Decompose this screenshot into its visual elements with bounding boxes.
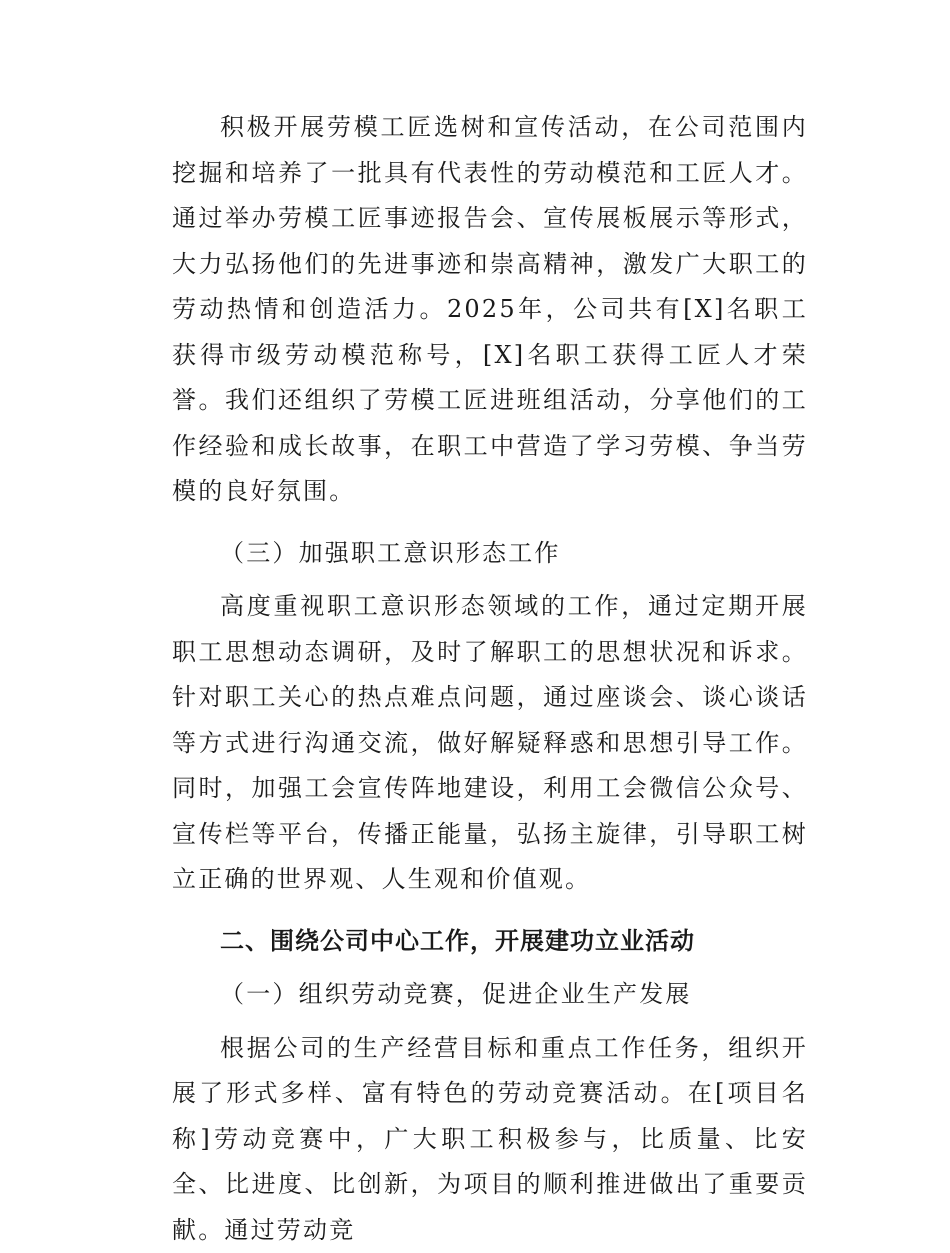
subheading-labor-competition: （一）组织劳动竞赛，促进企业生产发展 xyxy=(172,964,808,1026)
document-body xyxy=(172,105,808,1253)
paragraph-labor-competition: 根据公司的生产经营目标和重点工作任务，组织开展了形式多样、富有特色的劳动竞赛活动。在[项目名称]劳动竞赛中，广大职工积极参与，比质量、比安全、比进度、比创新，为项目的顺利推进做出了重要贡献。通过劳动竞 xyxy=(172,1026,808,1253)
paragraph-model-workers: 积极开展劳模工匠选树和宣传活动，在公司范围内挖掘和培养了一批具有代表性的劳动模范和工匠人才。通过举办劳模工匠事迹报告会、宣传展板展示等形式，大力弘扬他们的先进事迹和崇高精神，激发广大职工的劳动热情和创造活力。2025年，公司共有[X]名职工获得市级劳动模范称号，[X]名职工获得工匠人才荣誉。我们还组织了劳模工匠进班组活动，分享他们的工作经验和成长故事，在职工中营造了学习劳模、争当劳模的良好氛围。 xyxy=(172,105,808,515)
section-heading-achievement-activities: 二、围绕公司中心工作，开展建功立业活动 xyxy=(172,911,808,965)
paragraph-ideology: 高度重视职工意识形态领域的工作，通过定期开展职工思想动态调研，及时了解职工的思想状况和诉求。针对职工关心的热点难点问题，通过座谈会、谈心谈话等方式进行沟通交流，做好解疑释惑和思想引导工作。同时，加强工会宣传阵地建设，利用工会微信公众号、宣传栏等平台，传播正能量，弘扬主旋律，引导职工树立正确的世界观、人生观和价值观。 xyxy=(172,584,808,903)
subheading-ideology-work: （三）加强职工意识形态工作 xyxy=(172,523,808,585)
